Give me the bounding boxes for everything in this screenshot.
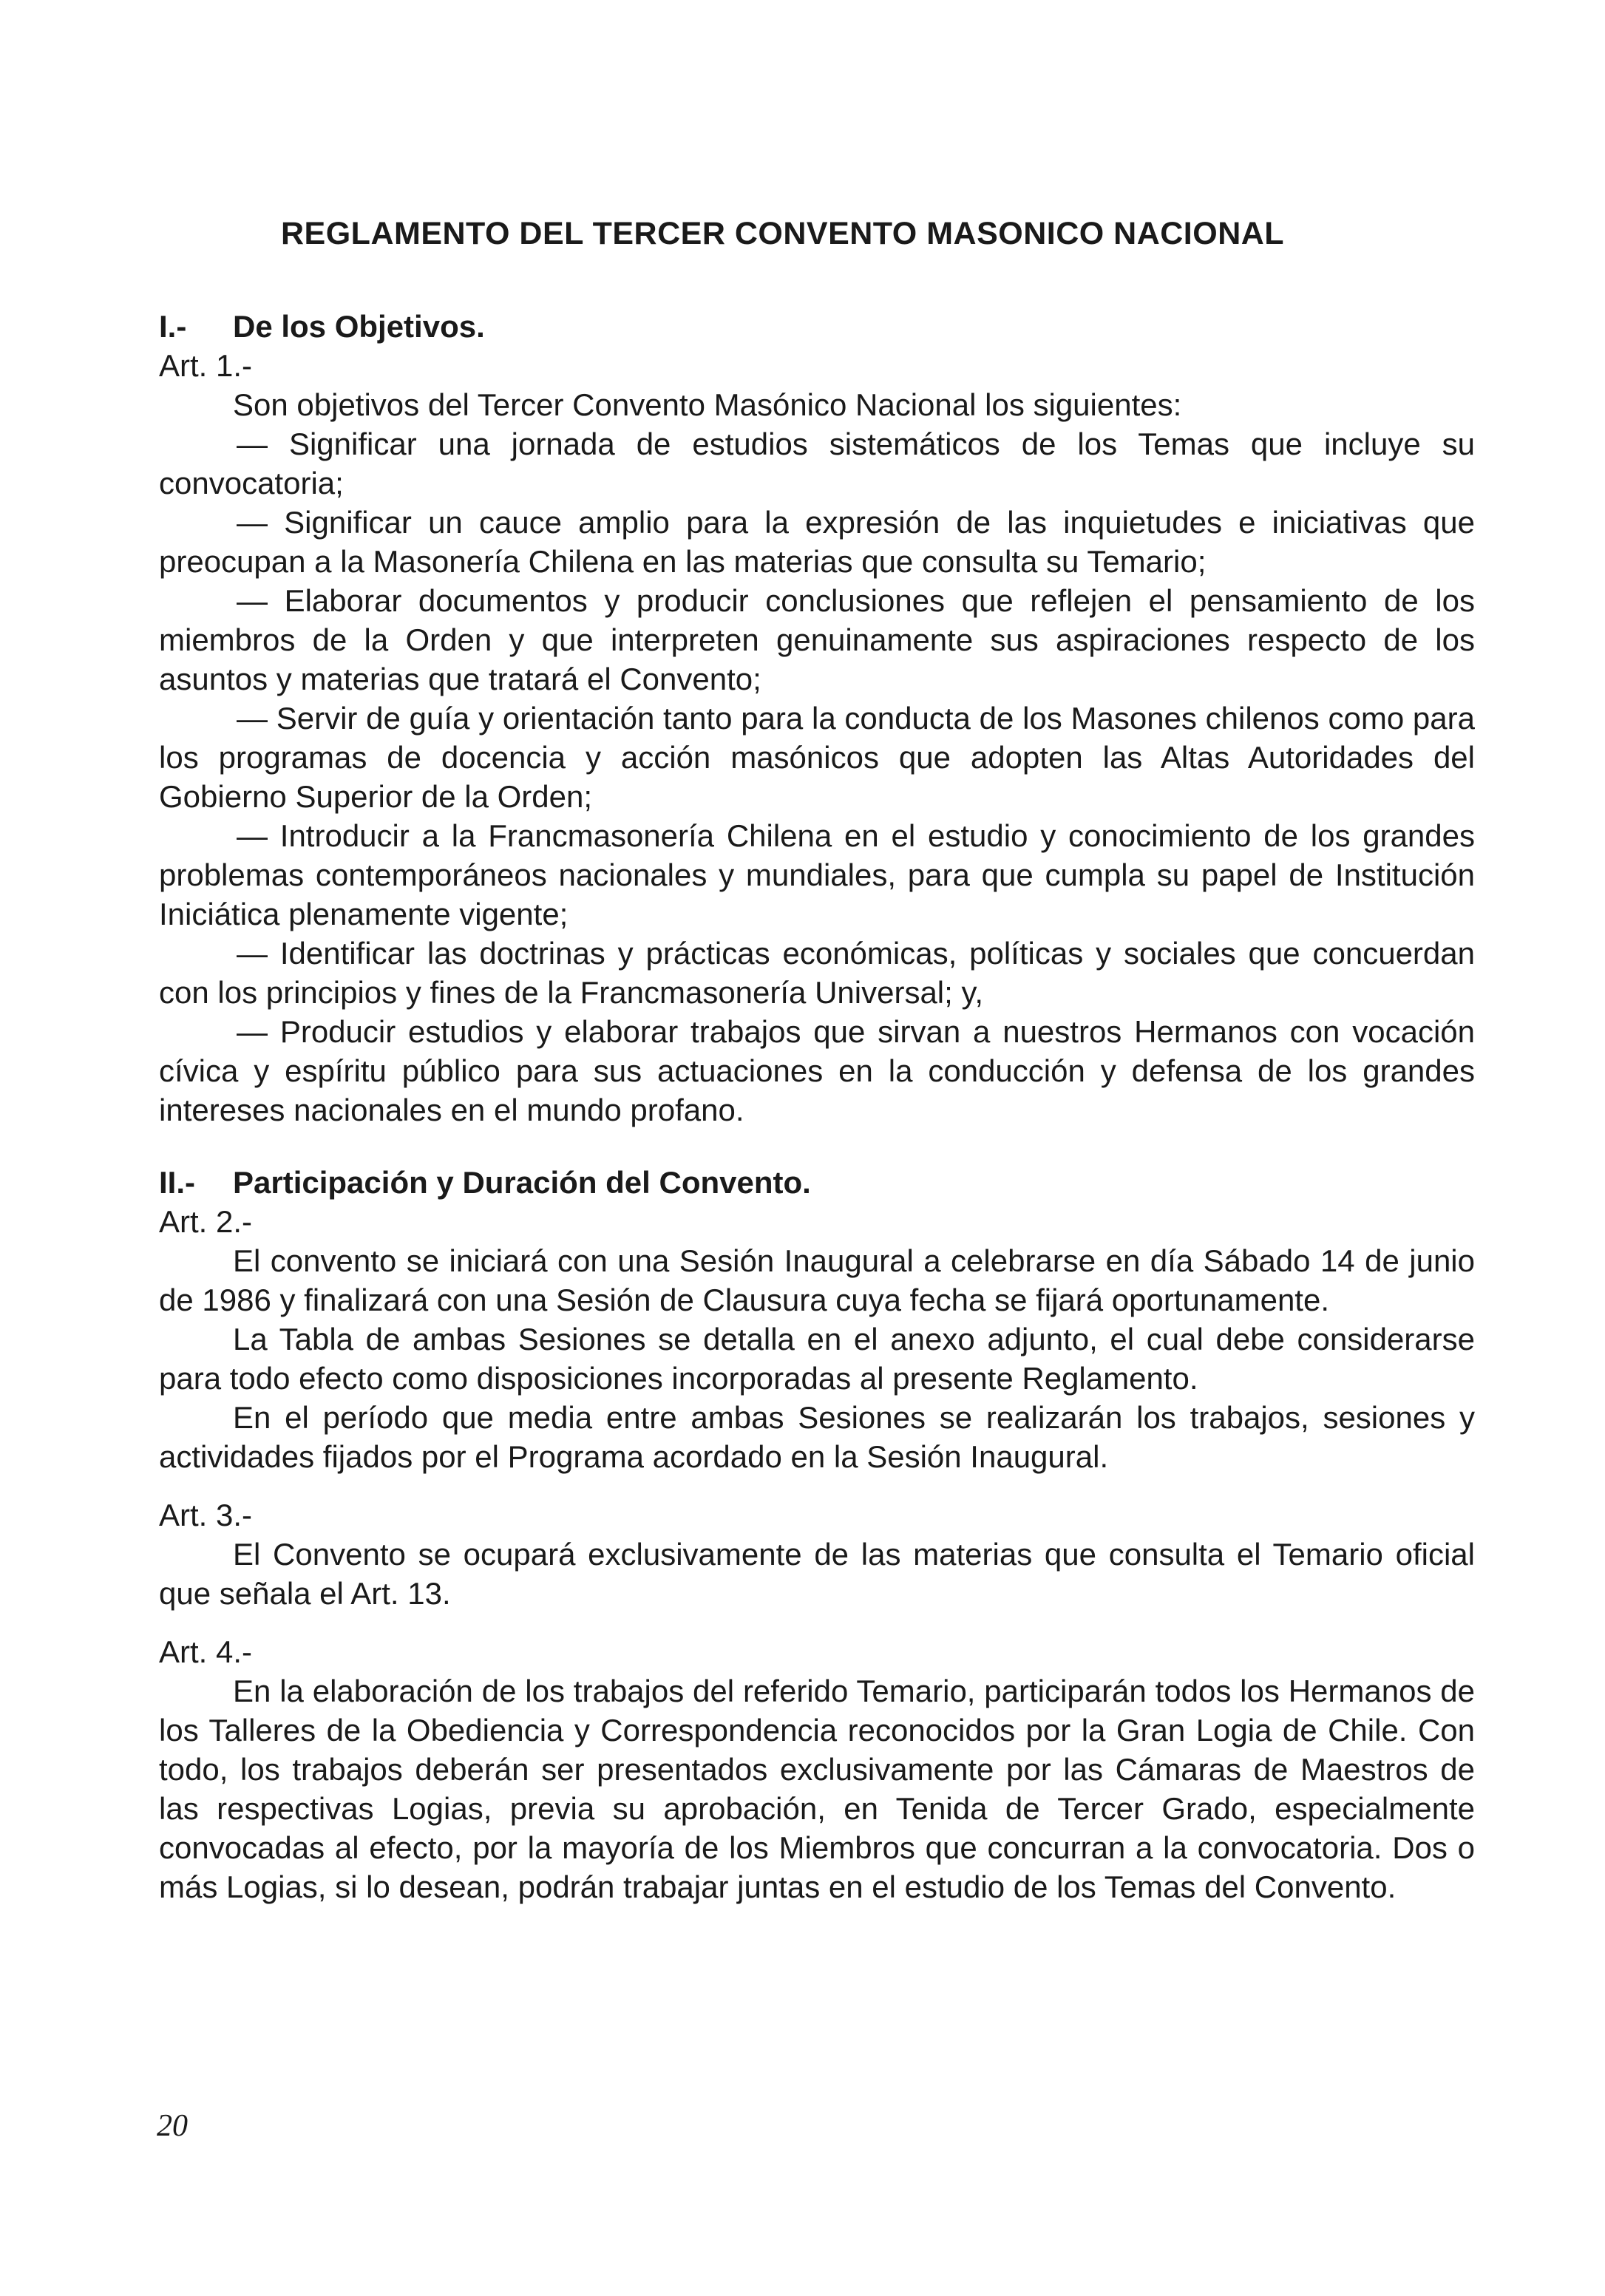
section-number: II.- xyxy=(159,1165,195,1200)
article-label-2: Art. 2.- xyxy=(159,1204,253,1239)
objective-item: — Significar una jornada de estudios sistemáticos de los Temas que incluye su convocatoria; xyxy=(159,427,1475,500)
document-body xyxy=(159,307,1475,1906)
section-heading-participacion xyxy=(159,1163,1475,1202)
section-number: I.- xyxy=(159,309,187,344)
section-heading-objetivos xyxy=(159,307,1475,346)
objective-item: — Introducir a la Francmasonería Chilena en el estudio y conocimiento de los grandes problemas contemporáneos nacionales y mundiales, para que cumpla su papel de Institución Iniciática plenamente vigente; xyxy=(159,818,1475,931)
article-4-paragraph: En la elaboración de los trabajos del referido Temario, participarán todos los Hermanos de los Talleres de la Obediencia y Correspondencia reconocidos por la Gran Logia de Chile. Con todo, los trabajos deberán ser presentados exclusivamente por las Cámaras de Maestros de las respectivas Logias, previa su aprobación, en Tenida de Tercer Grado, especialmente convocadas al efecto, por la mayoría de los Miembros que concurran a la convocatoria. Dos o más Logias, si lo desean, podrán trabajar juntas en el estudio de los Temas del Convento. xyxy=(159,1674,1475,1904)
section-title: De los Objetivos. xyxy=(233,309,485,344)
article-1-intro: Son objetivos del Tercer Convento Masónico Nacional los siguientes: xyxy=(233,387,1182,422)
article-label-1: Art. 1.- xyxy=(159,348,253,383)
article-label-4: Art. 4.- xyxy=(159,1634,253,1669)
objective-item: — Significar un cauce amplio para la expresión de las inquietudes e iniciativas que preocupan a la Masonería Chilena en las materias que consulta su Temario; xyxy=(159,505,1475,579)
article-2-paragraph: El convento se iniciará con una Sesión Inaugural a celebrarse en día Sábado 14 de junio de 1986 y finalizará con una Sesión de Clausura cuya fecha se fijará oportunamente. xyxy=(159,1243,1475,1317)
objective-item: — Servir de guía y orientación tanto para la conducta de los Masones chilenos como para los programas de docencia y acción masónicos que adopten las Altas Autoridades del Gobierno Superior de la Orden; xyxy=(159,701,1475,814)
article-2-paragraph: La Tabla de ambas Sesiones se detalla en el anexo adjunto, el cual debe considerarse para todo efecto como disposiciones incorporadas al presente Reglamento. xyxy=(159,1322,1475,1396)
page-title: REGLAMENTO DEL TERCER CONVENTO MASONICO NACIONAL xyxy=(281,216,1285,251)
article-label-3: Art. 3.- xyxy=(159,1498,253,1532)
article-3-paragraph: El Convento se ocupará exclusivamente de las materias que consulta el Temario oficial que señala el Art. 13. xyxy=(159,1537,1475,1611)
section-title: Participación y Duración del Convento. xyxy=(233,1165,811,1200)
objective-item: — Identificar las doctrinas y prácticas económicas, políticas y sociales que concuerdan con los principios y fines de la Francmasonería Universal; y, xyxy=(159,936,1475,1010)
objective-item: — Elaborar documentos y producir conclusiones que reflejen el pensamiento de los miembros de la Orden y que interpreten genuinamente sus aspiraciones respecto de los asuntos y materias que tratará el Convento; xyxy=(159,583,1475,696)
article-2-paragraph: En el período que media entre ambas Sesiones se realizarán los trabajos, sesiones y actividades fijados por el Programa acordado en la Sesión Inaugural. xyxy=(159,1400,1475,1474)
page-number: 20 xyxy=(157,2109,188,2143)
objective-item: — Producir estudios y elaborar trabajos que sirvan a nuestros Hermanos con vocación cívica y espíritu público para sus actuaciones en la conducción y defensa de los grandes intereses nacionales en el mundo profano. xyxy=(159,1014,1475,1127)
